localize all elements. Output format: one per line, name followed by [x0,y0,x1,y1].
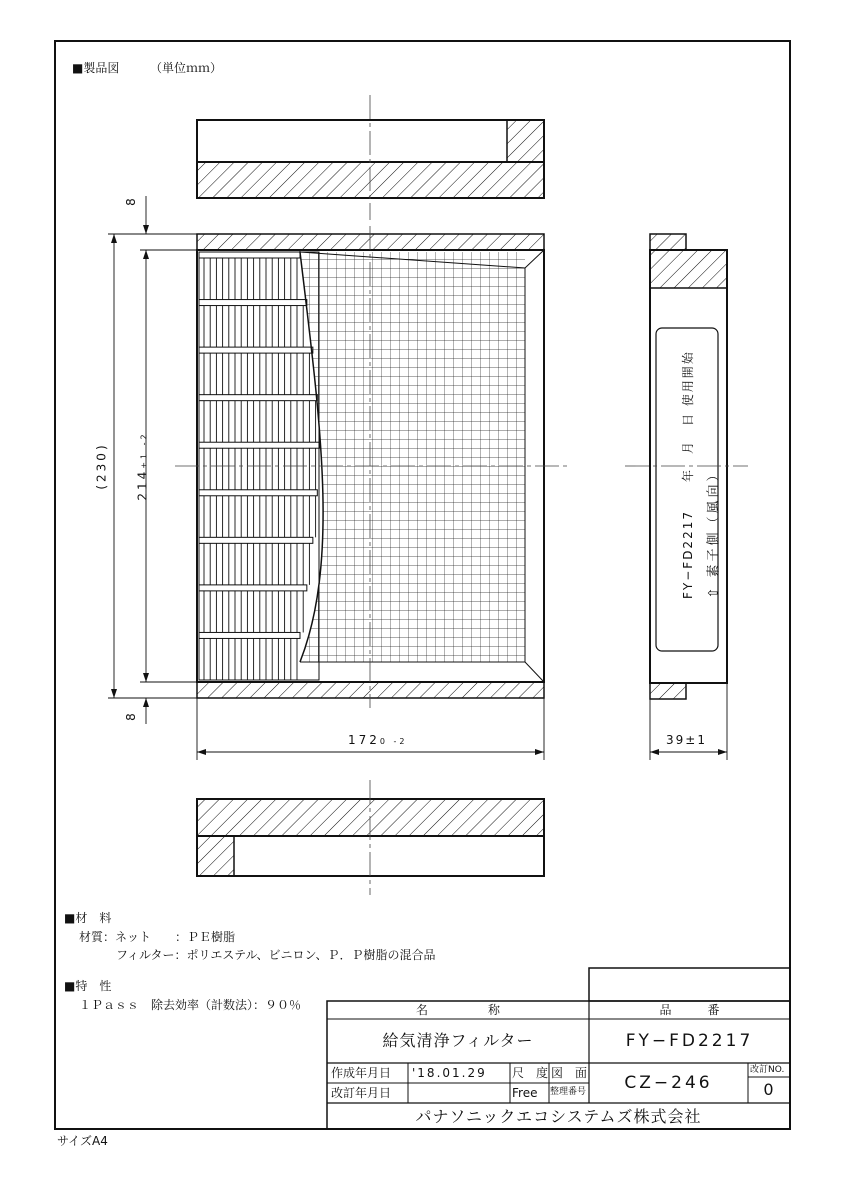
tb-revision-value: 0 [763,1080,775,1099]
tb-created-value: '18.01.29 [412,1066,487,1080]
tb-name-header: 名 称 [415,1003,500,1017]
tb-created-label: 作成年月日 [331,1066,392,1080]
tb-code-header: 品 番 [659,1003,720,1017]
pleat-band [199,252,300,258]
tb-drawing-label: 図 面 [551,1066,588,1080]
pleat-band [199,347,313,353]
plate-direction: ⇧ 素子側（風向） [706,465,722,599]
tb-control-label: 整理番号 [550,1087,587,1097]
section-label: ■製品図 [72,61,120,75]
pleat-band [199,632,300,638]
size-label: サイズA4 [57,1134,108,1148]
dim-width-tol: 0 -2 [379,737,408,746]
pleat-band [199,585,307,591]
plate-date: 年 月 日 使用開始 [681,350,695,483]
pleat-band [199,490,317,496]
dim-depth: 39±1 [666,733,707,747]
dim-top-offset: 8 [123,198,138,206]
dim-bottom-offset: 8 [123,713,138,721]
tb-revised-label: 改訂年月日 [331,1086,392,1100]
dim-width-value: 172 [348,733,380,747]
dim-inner-height [137,431,149,500]
materials-heading: ■材 料 [64,911,112,925]
materials-net: 材質：ネット ：ＰＥ樹脂 [79,930,236,944]
tb-product-name: 給気清浄フィルター [382,1031,534,1050]
characteristics-heading: ■特 性 [64,979,112,993]
tb-scale-value: Free [512,1086,538,1100]
pleat-band [199,300,307,306]
characteristics-line: １Ｐａｓｓ 除去効率（計数法）：９０％ [79,998,302,1012]
unit-label: （単位ｍｍ） [150,61,223,75]
plate-model-text: FY−FD2217 [681,510,695,599]
dim-width [348,734,408,746]
tb-revision-label: 改訂NO. [750,1065,785,1075]
materials-filter: フィルター：ポリエステル、ビニロン、Ｐ．Ｐ樹脂の混合品 [116,948,436,962]
pleat-band [199,537,313,543]
tb-company: パナソニックエコシステムズ株式会社 [415,1107,702,1126]
pleat-band [199,395,317,401]
plate-model [681,350,695,599]
tb-drawing-no: CZ−246 [624,1073,713,1093]
top-view [197,120,544,198]
tb-scale-label: 尺 度 [512,1066,549,1080]
pleat-band [199,442,320,448]
dim-inner-height-value: 214 [135,468,150,501]
tb-product-code: FY−FD2217 [625,1031,754,1051]
dim-inner-height-tol: +1 -2 [139,431,149,469]
dim-overall-height: (230) [94,442,109,490]
bottom-view [197,799,544,876]
